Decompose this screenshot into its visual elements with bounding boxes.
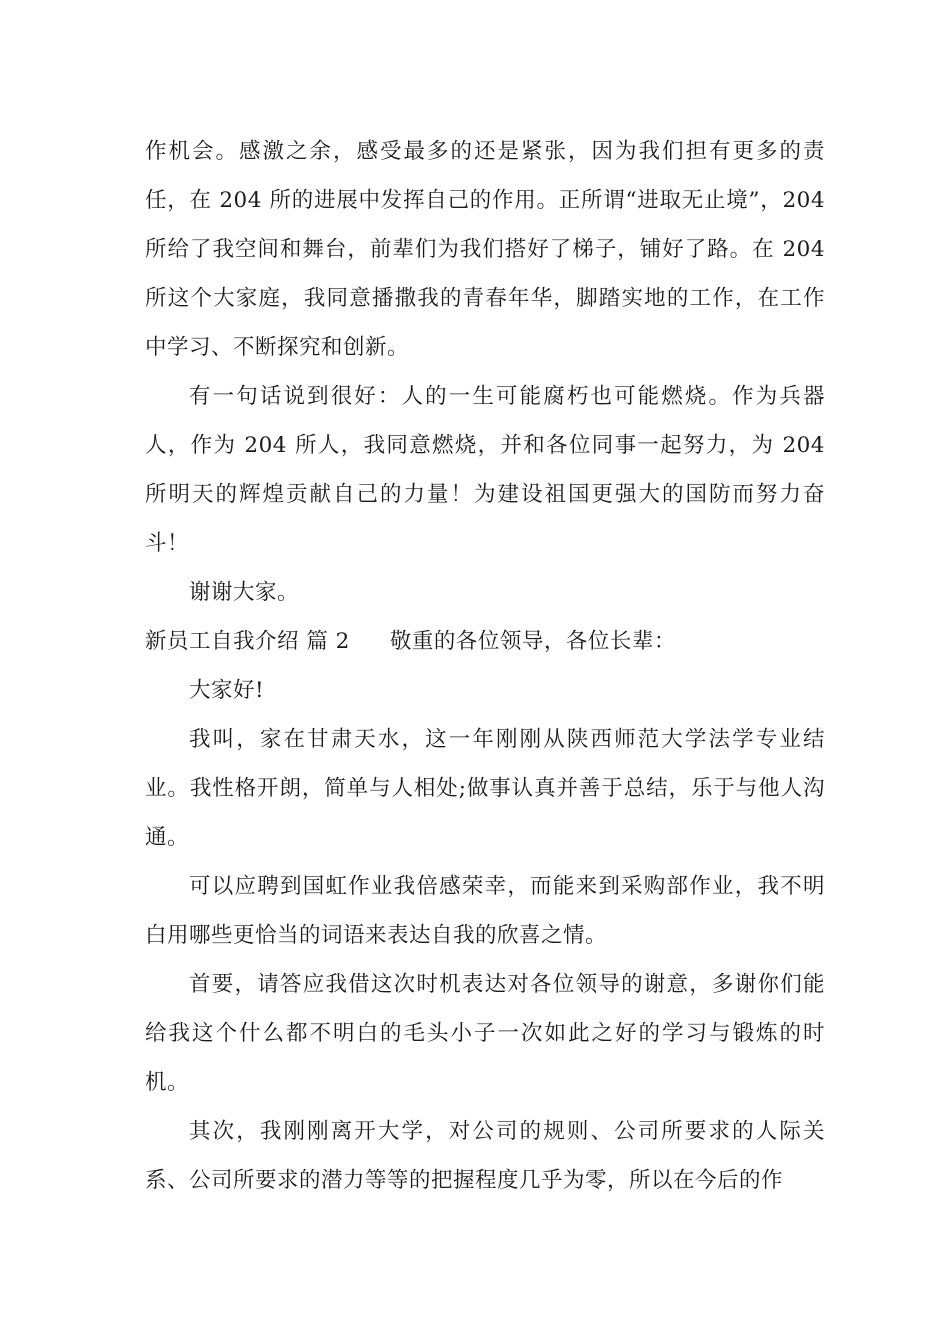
paragraph-thanks: 谢谢大家。 bbox=[189, 580, 300, 605]
paragraph-gratitude: 首要，请答应我借这次时机表达对各位领导的谢意，多谢你们能给我这个什么都不明白的毛头小子一次如此之好的学习与锻炼的时机。 bbox=[145, 972, 825, 1095]
paragraph-next: 其次，我刚刚离开大学，对公司的规则、公司所要求的人际关系、公司所要求的潜力等等的把握程度几乎为零，所以在今后的作 bbox=[145, 1119, 825, 1193]
section-title: 新员工自我介绍 篇 2 bbox=[145, 629, 350, 654]
section-salutation: 敬重的各位领导，各位长辈： bbox=[389, 629, 676, 654]
paragraph-self-intro: 我叫，家在甘肃天水，这一年刚刚从陕西师范大学法学专业结业。我性格开朗，简单与人相处;做事认真并善于总结，乐于与他人沟通。 bbox=[145, 727, 825, 850]
paragraph-greeting: 大家好! bbox=[189, 678, 265, 703]
paragraph-continuation: 作机会。感激之余，感受最多的还是紧张，因为我们担有更多的责任，在 204 所的进展中发挥自己的作用。正所谓“进取无止境”，204 所给了我空间和舞台，前辈们为我们搭好了梯子，铺好了路。在 204 所这个大家庭，我同意播撒我的青春年华，脚踏实地的工作，在工作中学习、不断探究和创新。 bbox=[145, 139, 825, 360]
paragraph-burning: 有一句话说到很好：人的一生可能腐朽也可能燃烧。作为兵器人，作为 204 所人，我同意燃烧，并和各位同事一起努力，为 204 所明天的辉煌贡献自己的力量！为建设祖国更强大的国防而努力奋斗！ bbox=[145, 384, 825, 556]
paragraph-honored: 可以应聘到国虹作业我倍感荣幸，而能来到采购部作业，我不明白用哪些更恰当的词语来表达自我的欣喜之情。 bbox=[145, 874, 825, 948]
section-heading-line bbox=[145, 617, 825, 666]
document-body bbox=[145, 127, 825, 1205]
